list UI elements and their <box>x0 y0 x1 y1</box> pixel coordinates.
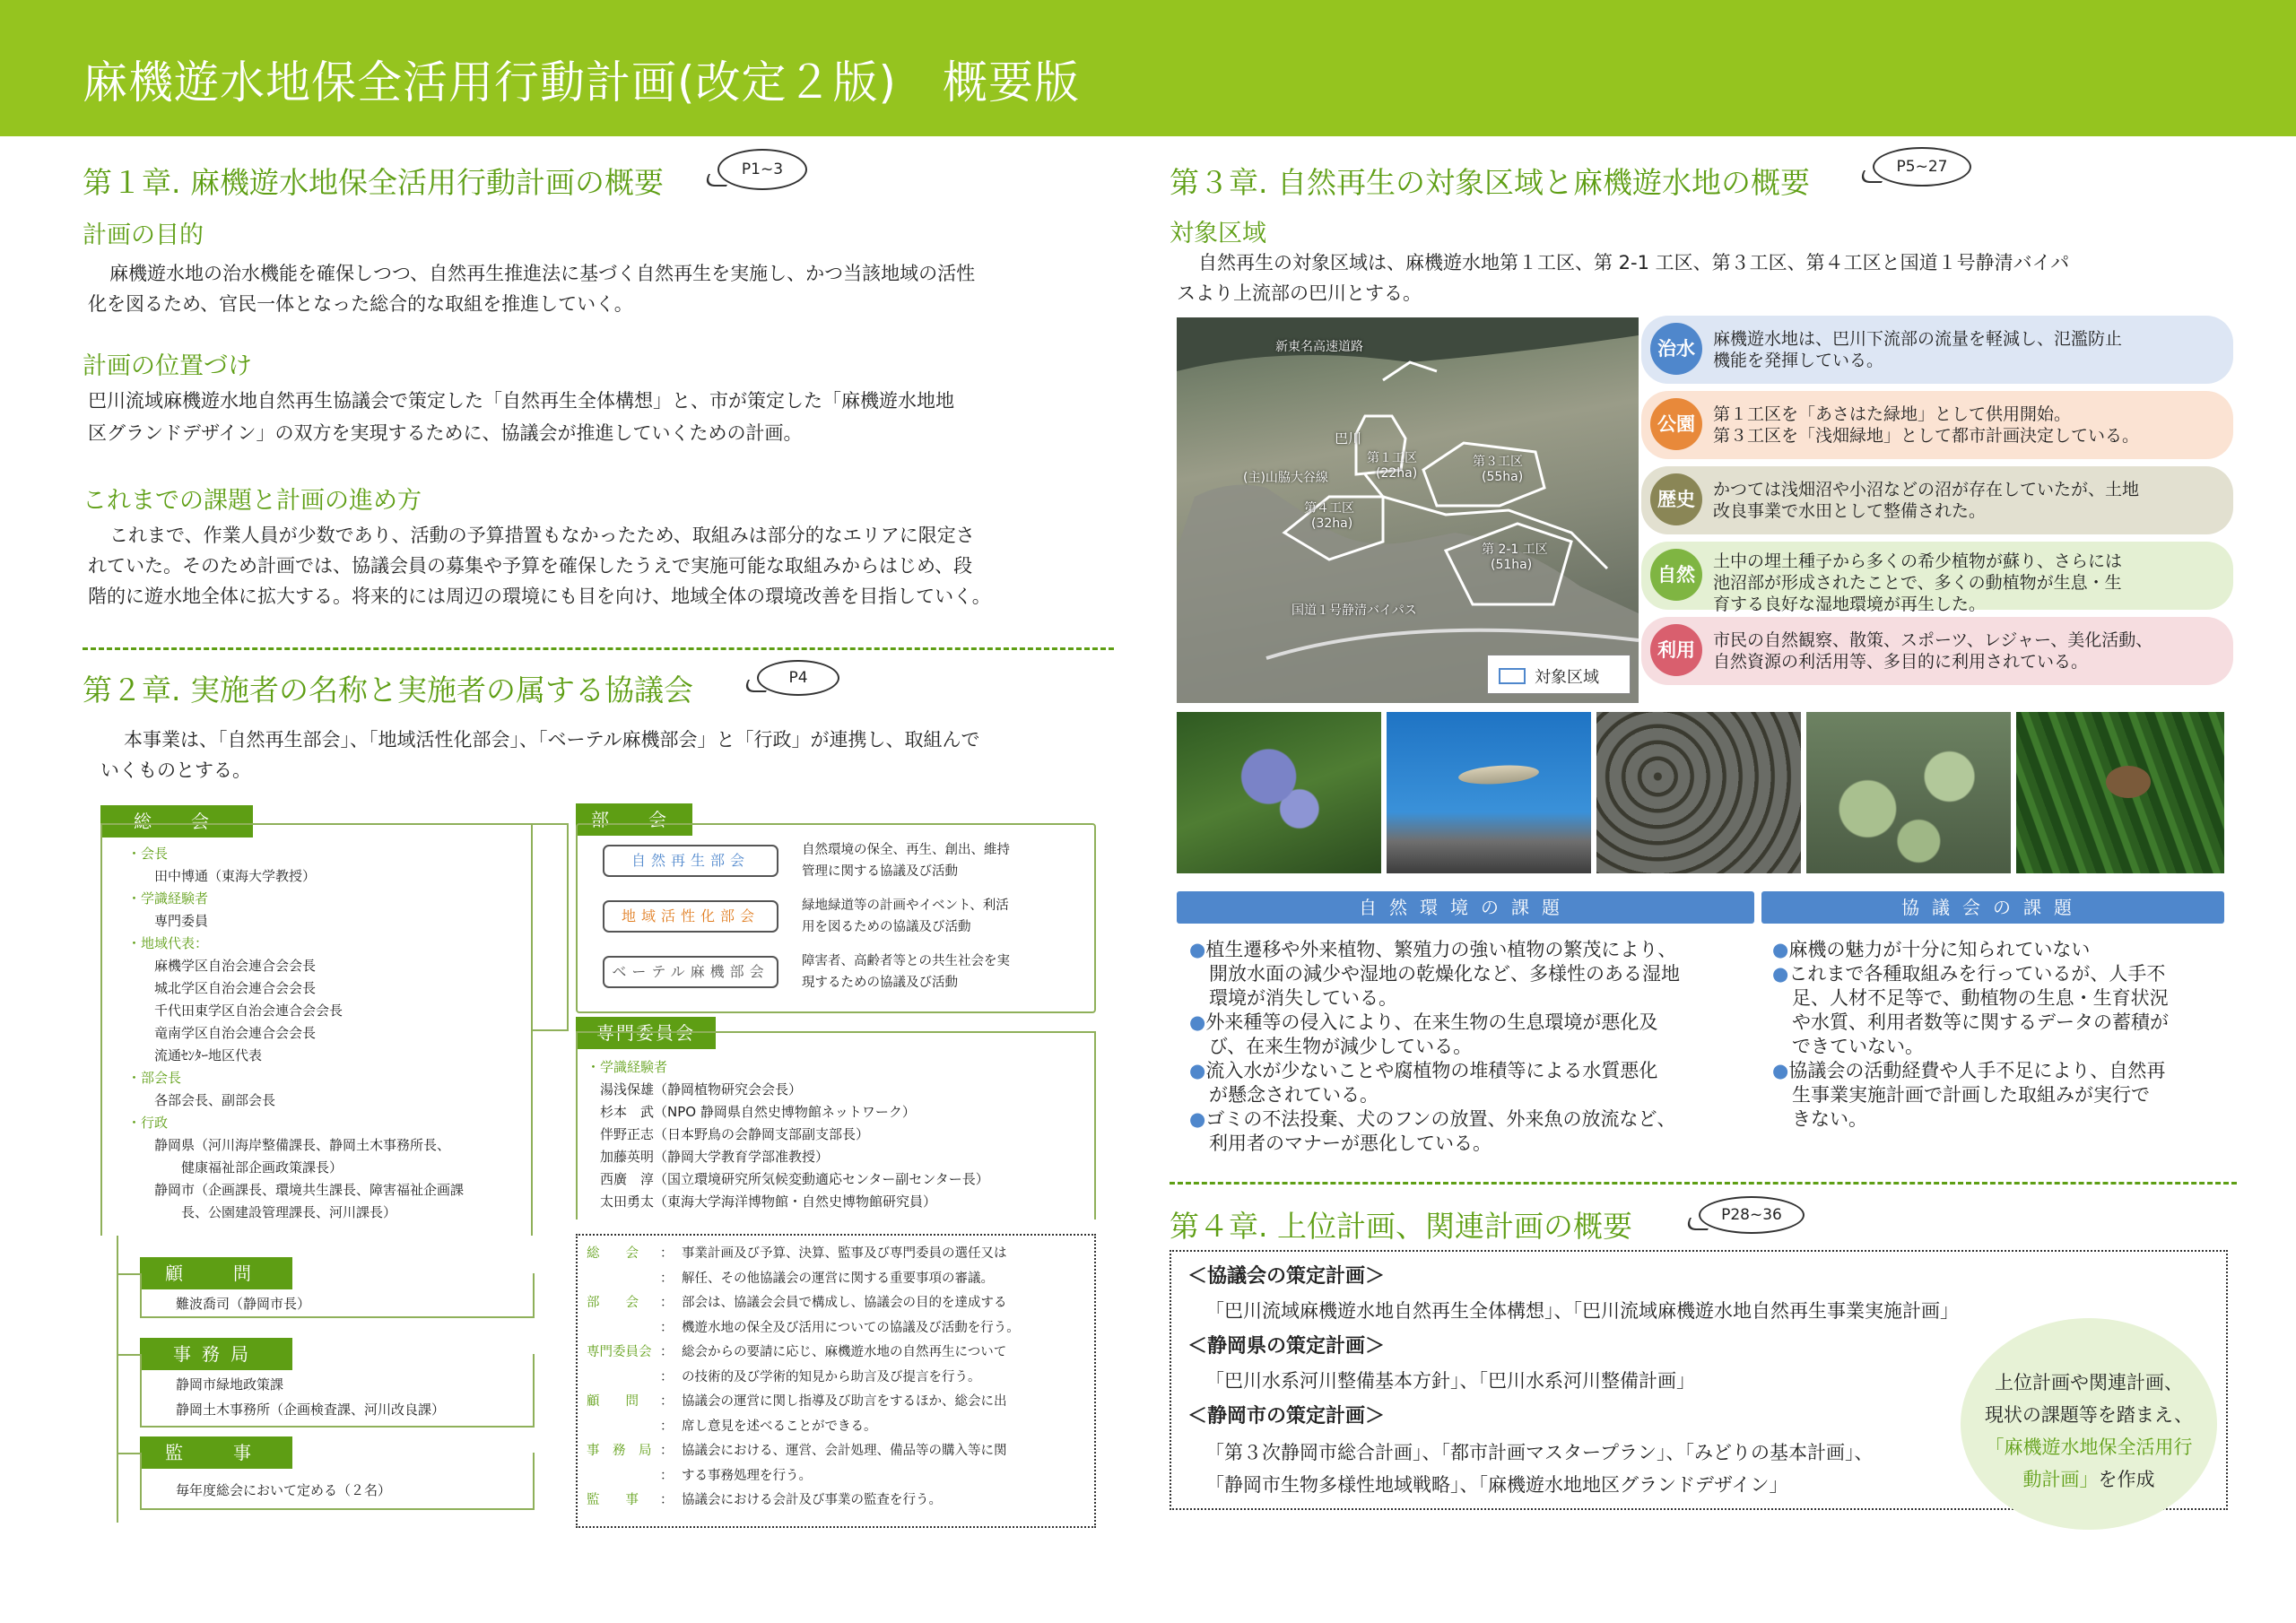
connector-line <box>567 823 569 1031</box>
feature-pill-1 <box>1641 316 2233 384</box>
soukai-line: 専門委員 <box>127 913 209 929</box>
definition-colon: ： <box>660 1394 674 1409</box>
feature-pill-line: 池沼部が形成されたことで、多くの動植物が生息・生 <box>1713 573 2122 593</box>
feature-pill-line: 第１工区を「あさはた緑地」として供用開始。 <box>1713 404 2072 424</box>
senmon-line: ・学識経験者 <box>587 1059 668 1075</box>
kansa-label: 監 事 <box>140 1436 292 1469</box>
photo-water-plants <box>1806 712 2011 873</box>
senmon-member-list <box>587 1056 989 1213</box>
issue-text: 流入水が少ないことや腐植物の堆積等による水質悪化 <box>1205 1060 1658 1081</box>
definition-text: 席し意見を述べることができる。 <box>682 1419 877 1434</box>
definition-text: 事業計画及び予算、決算、監事及び専門委員の選任又は <box>682 1246 1007 1261</box>
soukai-label: 総 会 <box>100 805 253 838</box>
bukai-desc-1-b: 管理に関する協議及び活動 <box>802 864 958 879</box>
ch4-city-heading: ＜静岡市の策定計画＞ <box>1187 1405 1386 1428</box>
purpose-text-2: 化を図るため、官民一体となった総合的な取組を推進していく。 <box>88 293 633 315</box>
aerial-map <box>1177 317 1639 703</box>
kansa-text: 毎年度総会において定める（２名） <box>176 1482 392 1498</box>
env-issue-line <box>1189 986 1763 1011</box>
kyo-issue-line <box>1772 1083 2230 1107</box>
kyo-issue-line <box>1772 1107 2230 1132</box>
soukai-member-list <box>127 843 464 1224</box>
map-label-k1-area: (22ha) <box>1376 466 1418 481</box>
ch4-city-text-1: 「第３次静岡市総合計画」、「都市計画マスタープラン」、「みどりの基本計画」、 <box>1205 1442 1874 1463</box>
area-heading: 対象区域 <box>1170 220 1266 247</box>
ch2-intro-2: いくものとする。 <box>100 759 251 781</box>
senmon-line: 伴野正志（日本野鳥の会静岡支部副支部長） <box>587 1126 870 1142</box>
soukai-line: ・会長 <box>127 846 169 862</box>
soukai-line: 千代田東学区自治会連合会会長 <box>127 1002 344 1019</box>
soukai-line: 竜南学区自治会連合会会長 <box>127 1025 317 1041</box>
definition-colon: ： <box>660 1271 674 1286</box>
definition-text: 部会は、協議会会員で構成し、協議会の目的を達成する <box>682 1296 1007 1310</box>
chapter3-title: 第３章. 自然再生の対象区域と麻機遊水地の概要 <box>1170 165 1810 200</box>
issue-text: や水質、利用者数等に関するデータの蓄積が <box>1792 1011 2169 1033</box>
issue-text: できていない。 <box>1792 1036 1924 1057</box>
definition-term: 事 務 局 <box>587 1444 652 1458</box>
section-divider <box>83 647 1114 650</box>
definition-text: 協議会における会計及び事業の監査を行う。 <box>682 1493 942 1507</box>
definition-colon: ： <box>660 1369 674 1384</box>
issue-text: 環境が消失している。 <box>1209 987 1397 1009</box>
feature-pill-label: 治水 <box>1650 323 1702 375</box>
bird-shape <box>2106 766 2151 798</box>
header-bar <box>0 0 2296 136</box>
council-issues-list <box>1772 938 2230 1132</box>
chapter1-page-bubble: P1~3 <box>718 149 807 190</box>
feature-pill-text <box>1713 404 2139 447</box>
bukai-desc-3-a: 障害者、高齢者等との共生社会を実 <box>802 954 1010 968</box>
ch4-pref-text: 「巴川水系河川整備基本方針」、「巴川水系河川整備計画」 <box>1205 1370 1695 1392</box>
map-label-k4-area: (32ha) <box>1311 516 1353 531</box>
feature-pill-line: 機能を発揮している。 <box>1713 351 1884 370</box>
map-label-road: 新東名高速道路 <box>1275 340 1363 354</box>
feature-pill-text <box>1713 629 2152 673</box>
issue-text: 利用者のマナーが悪化している。 <box>1209 1133 1492 1154</box>
env-issue-line <box>1189 1011 1763 1035</box>
kyo-issue-line <box>1772 938 2230 962</box>
soukai-line: ・学識経験者 <box>127 890 209 907</box>
conclusion-plan-name: 動計画」 <box>2022 1469 2099 1490</box>
env-issue-line <box>1189 1132 1763 1156</box>
issue-text: これまで各種取組みを行っているが、人手不 <box>1788 963 2166 985</box>
soukai-line: 城北学区自治会連合会会長 <box>127 980 317 996</box>
soukai-line: ・行政 <box>127 1115 169 1131</box>
chapter2-page-bubble: P4 <box>757 660 839 696</box>
bukai-item-1: 自然再生部会 <box>603 845 778 877</box>
issue-text: 協議会の活動経費や人手不足により、自然再 <box>1788 1060 2166 1081</box>
feature-pill-line: 育する良好な湿地環境が再生した。 <box>1713 595 1987 614</box>
feature-pill-3 <box>1641 466 2233 534</box>
issues-text-1: これまで、作業人員が少数であり、活動の予算措置もなかったため、取組みは部分的なエリアに限定さ <box>109 525 975 546</box>
env-issues-header: 自然環境の課題 <box>1177 891 1754 924</box>
bullet-icon: ● <box>1189 1011 1206 1033</box>
definition-colon: ： <box>660 1246 674 1261</box>
page-title: 麻機遊水地保全活用行動計画(改定２版) 概要版 <box>83 56 1081 108</box>
area-text-1: 自然再生の対象区域は、麻機遊水地第１工区、第 2-1 工区、第３工区、第４工区と国道１号静清バイパ <box>1198 252 2070 273</box>
feature-pill-text <box>1713 551 2122 615</box>
bullet-icon: ● <box>1772 963 1789 985</box>
senmon-line: 杉本 武（NPO 静岡県自然史博物館ネットワーク） <box>587 1104 916 1120</box>
soukai-line: 静岡県（河川海岸整備課長、静岡土木事務所長、 <box>127 1137 451 1153</box>
connector-line <box>117 1453 140 1454</box>
map-legend <box>1487 655 1631 694</box>
env-issue-line <box>1189 1083 1763 1107</box>
definition-text: 解任、その他協議会の運営に関する重要事項の審議。 <box>682 1271 994 1286</box>
bukai-desc-1-a: 自然環境の保全、再生、創出、維持 <box>802 843 1010 857</box>
kyo-issue-line <box>1772 1011 2230 1035</box>
photo-flower <box>1177 712 1381 873</box>
definition-term: 監 事 <box>587 1493 639 1507</box>
connector-line <box>531 823 567 825</box>
soukai-line: 健康福祉部企画政策課長） <box>127 1159 344 1176</box>
ch4-council-heading: ＜協議会の策定計画＞ <box>1187 1265 1386 1288</box>
komon-label: 顧 問 <box>140 1257 292 1289</box>
kyo-issue-line <box>1772 1059 2230 1083</box>
definition-term: 専門委員会 <box>587 1345 652 1359</box>
definition-colon: ： <box>660 1345 674 1359</box>
soukai-line: 各部会長、副部会長 <box>127 1092 276 1108</box>
bukai-item-2: 地域活性化部会 <box>603 900 778 933</box>
feature-pill-line: かつては浅畑沼や小沼などの沼が存在していたが、土地 <box>1713 480 2140 499</box>
issue-text: 足、人材不足等で、動植物の生息・生育状況 <box>1792 987 2169 1009</box>
council-issues-header: 協議会の課題 <box>1761 891 2224 924</box>
soukai-line: 長、公園建設管理課長、河川課長） <box>127 1204 397 1220</box>
jimu-text-2: 静岡土木事務所（企画検査課、河川改良課） <box>176 1402 446 1418</box>
position-text-2: 区グランドデザイン」の双方を実現するために、協議会が推進していくための計画。 <box>88 422 803 444</box>
map-label-k21-area: (51ha) <box>1491 558 1533 572</box>
feature-pill-line: 第３工区を「浅畑緑地」として都市計画決定している。 <box>1713 426 2140 446</box>
ch4-pref-heading: ＜静岡県の策定計画＞ <box>1187 1335 1386 1358</box>
definition-colon: ： <box>660 1493 674 1507</box>
map-label-main-road: (主)山脇大谷線 <box>1243 471 1328 485</box>
soukai-line: ・地域代表： <box>127 935 209 951</box>
issues-heading: これまでの課題と計画の進め方 <box>83 487 422 515</box>
definition-text: 総会からの要請に応じ、麻機遊水地の自然再生について <box>682 1345 1007 1359</box>
issue-text: 外来種等の侵入により、在来生物の生息環境が悪化及 <box>1205 1011 1658 1033</box>
conclusion-line-4 <box>1961 1465 2217 1492</box>
feature-pill-line: 土中の埋土種子から多くの希少植物が蘇り、さらには <box>1713 551 2123 571</box>
feature-pill-label: 利用 <box>1650 624 1702 676</box>
definition-term: 総 会 <box>587 1246 639 1261</box>
chapter4-page-bubble: P28~36 <box>1699 1196 1805 1234</box>
issue-text: 植生遷移や外来植物、繁殖力の強い植物の繁茂により、 <box>1205 939 1677 960</box>
soukai-line: ・部会長 <box>127 1070 182 1086</box>
connector-line <box>117 1354 140 1356</box>
feature-pill-2 <box>1641 391 2233 459</box>
purpose-text-1: 麻機遊水地の治水機能を確保しつつ、自然再生推進法に基づく自然再生を実施し、かつ当該地域の活性 <box>109 263 976 284</box>
definition-colon: ： <box>660 1468 674 1483</box>
issues-text-3: 階的に遊水地全体に拡大する。将来的には周辺の環境にも目を向け、地域全体の環境改善を目指していく。 <box>88 586 991 607</box>
position-heading: 計画の位置づけ <box>83 352 252 380</box>
issue-text: が懸念されている。 <box>1209 1084 1378 1106</box>
definition-text: 機遊水地の保全及び活用についての協議及び活動を行う。 <box>682 1320 1020 1335</box>
photo-fish <box>1387 712 1591 873</box>
feature-pill-line: 麻機遊水地は、巴川下流部の流量を軽減し、氾濫防止 <box>1713 329 2123 349</box>
feature-pill-line: 改良事業で水田として整備された。 <box>1713 501 1987 521</box>
feature-pill-text <box>1713 479 2139 522</box>
issue-text: 開放水面の減少や湿地の乾燥化など、多様性のある湿地 <box>1209 963 1680 985</box>
definition-colon: ： <box>660 1444 674 1458</box>
bullet-icon: ● <box>1189 1108 1206 1130</box>
env-issue-line <box>1189 1107 1763 1132</box>
soukai-line: 流通ｾﾝﾀｰ地区代表 <box>127 1047 263 1063</box>
conclusion-line-3: 「麻機遊水地保全活用行 <box>1985 1436 2193 1458</box>
feature-pill-label: 自然 <box>1650 549 1702 601</box>
ch4-city-text-2: 「静岡市生物多様性地域戦略」、「麻機遊水地地区グランドデザイン」 <box>1205 1474 1788 1496</box>
bukai-desc-2-a: 緑地緑道等の計画やイベント、利活 <box>802 898 1009 913</box>
bullet-icon: ● <box>1189 939 1206 960</box>
definition-text: する事務処理を行う。 <box>682 1468 812 1483</box>
section-divider <box>1170 1182 2237 1185</box>
kyo-issue-line <box>1772 1035 2230 1059</box>
feature-pill-line: 自然資源の利活用等、多目的に利用されている。 <box>1713 652 2089 672</box>
map-label-k3: 第３工区 <box>1473 455 1523 469</box>
definition-colon: ： <box>660 1320 674 1335</box>
connector-line <box>531 1029 567 1031</box>
bullet-icon: ● <box>1772 1060 1789 1081</box>
chapter1-title: 第１章. 麻機遊水地保全活用行動計画の概要 <box>83 165 664 200</box>
map-label-bypass: 国道１号静清バイパス <box>1292 603 1417 618</box>
definition-colon: ： <box>660 1296 674 1310</box>
photo-bird-reeds <box>2016 712 2224 873</box>
chapter3-page-bubble: P5~27 <box>1873 147 1971 187</box>
feature-pill-label: 公園 <box>1650 398 1702 450</box>
map-label-k3-area: (55ha) <box>1482 470 1524 484</box>
kyo-issue-line <box>1772 962 2230 986</box>
senmon-line: 湯浅保雄（静岡植物研究会会長） <box>587 1081 803 1098</box>
map-label-k4: 第４工区 <box>1304 501 1354 516</box>
kyo-issue-line <box>1772 986 2230 1011</box>
bukai-desc-3-b: 現するための協議及び活動 <box>802 976 958 990</box>
photo-birds <box>1596 712 1801 873</box>
definition-text: 協議会の運営に関し指導及び助言をするほか、総会に出 <box>682 1394 1007 1409</box>
area-text-2: スより上流部の巴川とする。 <box>1177 282 1422 304</box>
purpose-heading: 計画の目的 <box>83 221 204 249</box>
feature-pill-text <box>1713 328 2122 371</box>
env-issues-list <box>1189 938 1763 1156</box>
bukai-desc-2-b: 用を図るための協議及び活動 <box>802 920 971 934</box>
feature-pill-label: 歴史 <box>1650 473 1702 525</box>
bukai-label: 部 会 <box>576 803 692 836</box>
soukai-line: 田中博通（東海大学教授） <box>127 868 317 884</box>
jimu-label: 事務局 <box>140 1338 292 1370</box>
issues-text-2: れていた。そのため計画では、協議会員の募集や予算を確保したうえで実施可能な取組みからはじめ、段 <box>88 555 973 577</box>
map-label-river: 巴川 <box>1335 430 1362 447</box>
ch2-intro-1: 本事業は、「自然再生部会」、「地域活性化部会」、「ベーテル麻機部会」と「行政」が連携し、取組んで <box>124 729 980 751</box>
issue-text: 生事業実施計画で計画した取組みが実行で <box>1792 1084 2150 1106</box>
map-label-k1: 第１工区 <box>1367 451 1417 465</box>
position-text-1: 巴川流域麻機遊水地自然再生協議会で策定した「自然再生全体構想」と、市が策定した「麻機遊水地地 <box>88 390 954 412</box>
env-issue-line <box>1189 962 1763 986</box>
conclusion-line-2: 現状の課題等を踏まえ、 <box>1984 1404 2194 1426</box>
soukai-line: 静岡市（企画課長、環境共生課長、障害福祉企画課 <box>127 1182 465 1198</box>
feature-pill-5 <box>1641 617 2233 685</box>
definition-text: の技術的及び学術的知見から助言及び提言を行う。 <box>682 1369 981 1384</box>
conclusion-action: を作成 <box>2098 1469 2155 1490</box>
bullet-icon: ● <box>1189 1060 1206 1081</box>
feature-pill-line: 市民の自然観察、散策、スポーツ、レジャー、美化活動、 <box>1713 630 2153 650</box>
issue-text: きない。 <box>1792 1108 1867 1130</box>
feature-pill-4 <box>1641 542 2233 614</box>
legend-swatch <box>1499 668 1526 684</box>
map-label-k21: 第 2-1 工区 <box>1482 542 1548 557</box>
komon-text: 難波喬司（静岡市長） <box>176 1296 311 1312</box>
definition-text: 協議会における、運営、会計処理、備品等の購入等に関 <box>682 1444 1007 1458</box>
senmon-line: 加藤英明（静岡大学教育学部准教授） <box>587 1149 830 1165</box>
env-issue-line <box>1189 938 1763 962</box>
conclusion-line-1: 上位計画や関連計画、 <box>1995 1372 2183 1393</box>
soukai-line: 麻機学区自治会連合会会長 <box>127 958 317 974</box>
definition-term: 顧 問 <box>587 1394 639 1409</box>
bukai-item-3: ベーテル麻機部会 <box>603 956 778 988</box>
bullet-icon: ● <box>1772 939 1789 960</box>
definition-colon: ： <box>660 1419 674 1434</box>
connector-line <box>117 1273 140 1275</box>
legend-text: 対象区域 <box>1535 668 1599 687</box>
jimu-text-1: 静岡市緑地政策課 <box>176 1376 284 1393</box>
senmon-label: 専門委員会 <box>576 1017 716 1049</box>
issue-text: ゴミの不法投棄、犬のフンの放置、外来魚の放流など、 <box>1205 1108 1676 1130</box>
issue-text: 麻機の魅力が十分に知られていない <box>1788 939 2091 960</box>
chapter4-title: 第４章. 上位計画、関連計画の概要 <box>1170 1209 1632 1244</box>
fish-shape <box>1457 763 1539 786</box>
definition-term: 部 会 <box>587 1296 639 1310</box>
ch4-council-text: 「巴川流域麻機遊水地自然再生全体構想」、「巴川流域麻機遊水地自然再生事業実施計画」 <box>1205 1300 1959 1322</box>
chapter2-title: 第２章. 実施者の名称と実施者の属する協議会 <box>83 673 693 707</box>
env-issue-line <box>1189 1059 1763 1083</box>
connector-line <box>117 1236 118 1523</box>
env-issue-line <box>1189 1035 1763 1059</box>
issue-text: び、在来生物が減少している。 <box>1209 1036 1473 1057</box>
senmon-line: 太田勇太（東海大学海洋博物館・自然史博物館研究員） <box>587 1193 937 1210</box>
aerial-map-overlay <box>1177 317 1639 703</box>
senmon-line: 西廣 淳（国立環境研究所気候変動適応センター副センター長） <box>587 1171 989 1187</box>
